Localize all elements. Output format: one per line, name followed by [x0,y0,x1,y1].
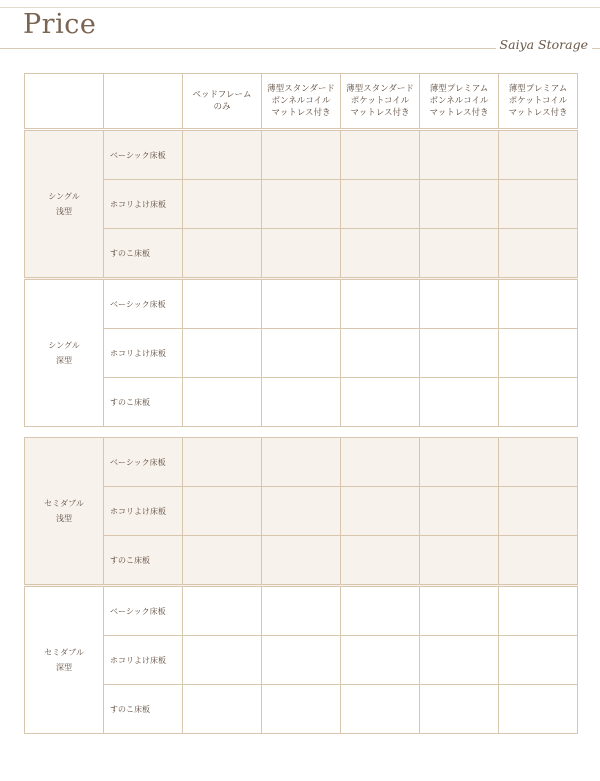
price-cell [499,536,578,586]
price-cell [183,438,262,487]
price-cell [420,685,499,734]
table-row [25,279,578,329]
floor-type-label: ホコリよけ床板 [104,487,183,536]
price-cell [341,130,420,180]
floor-type-label: ベーシック床板 [104,586,183,636]
price-cell [499,279,578,329]
table-row [25,130,578,180]
price-cell [499,180,578,229]
price-cell [262,636,341,685]
price-cell [420,130,499,180]
price-cell [262,329,341,378]
page-title: Price [23,9,97,40]
group-label-semi-double-shallow: セミダブル 浅型 [25,438,104,586]
floor-type-label: ホコリよけ床板 [104,329,183,378]
price-cell [499,329,578,378]
price-cell [183,586,262,636]
price-cell [341,636,420,685]
floor-type-label: すのこ床板 [104,685,183,734]
column-header-standard-bonnell: 薄型スタンダード ボンネルコイル マットレス付き [262,74,341,130]
price-cell [499,636,578,685]
price-cell [420,229,499,279]
table-row [25,487,578,536]
floor-type-label: すのこ床板 [104,229,183,279]
price-cell [262,378,341,427]
price-cell [420,536,499,586]
brand-logo: Saiya Storage [496,37,592,52]
price-cell [341,180,420,229]
table-row [25,378,578,427]
price-cell [499,685,578,734]
price-cell [262,536,341,586]
price-cell [499,130,578,180]
price-cell [183,130,262,180]
price-cell [262,685,341,734]
price-cell [341,378,420,427]
floor-type-label: ホコリよけ床板 [104,180,183,229]
table-row [25,636,578,685]
group-label-semi-double-deep: セミダブル 深型 [25,586,104,734]
group-label-single-deep: シングル 深型 [25,279,104,427]
price-cell [341,487,420,536]
price-cell [183,685,262,734]
table-row [25,329,578,378]
price-cell [420,378,499,427]
price-cell [420,586,499,636]
price-table-single [24,73,578,427]
price-cell [499,487,578,536]
price-cell [183,229,262,279]
floor-type-label: ベーシック床板 [104,279,183,329]
floor-type-label: すのこ床板 [104,536,183,586]
price-cell [341,229,420,279]
table-row [25,685,578,734]
floor-type-label: ベーシック床板 [104,130,183,180]
top-rule [0,7,600,8]
column-header-premium-pocket: 薄型プレミアム ポケットコイル マットレス付き [499,74,578,130]
table-row [25,586,578,636]
price-cell [341,438,420,487]
price-cell [183,279,262,329]
price-cell [420,329,499,378]
price-cell [420,438,499,487]
column-header-frame-only: ベッドフレーム のみ [183,74,262,130]
price-cell [499,586,578,636]
price-cell [420,180,499,229]
floor-type-label: ホコリよけ床板 [104,636,183,685]
price-cell [183,180,262,229]
table-row [25,536,578,586]
header-blank-cell [104,74,183,130]
table-row [25,180,578,229]
price-cell [341,685,420,734]
price-table-semi-double [24,437,578,734]
header-blank-cell [25,74,104,130]
price-cell [420,487,499,536]
price-cell [341,329,420,378]
price-cell [499,378,578,427]
price-cell [262,586,341,636]
table-row [25,229,578,279]
price-cell [262,130,341,180]
price-cell [183,636,262,685]
floor-type-label: ベーシック床板 [104,438,183,487]
group-label-single-shallow: シングル 浅型 [25,130,104,279]
price-cell [183,378,262,427]
price-cell [262,180,341,229]
floor-type-label: すのこ床板 [104,378,183,427]
price-cell [341,586,420,636]
price-cell [262,229,341,279]
price-cell [341,536,420,586]
table-row [25,438,578,487]
column-header-standard-pocket: 薄型スタンダード ポケットコイル マットレス付き [341,74,420,130]
price-cell [262,487,341,536]
price-cell [341,279,420,329]
column-header-premium-bonnell: 薄型プレミアム ボンネルコイル マットレス付き [420,74,499,130]
price-cell [420,279,499,329]
table-header-row [25,74,578,130]
price-cell [499,229,578,279]
price-cell [262,438,341,487]
price-cell [183,536,262,586]
price-cell [183,487,262,536]
price-cell [499,438,578,487]
price-cell [183,329,262,378]
price-cell [420,636,499,685]
price-cell [262,279,341,329]
